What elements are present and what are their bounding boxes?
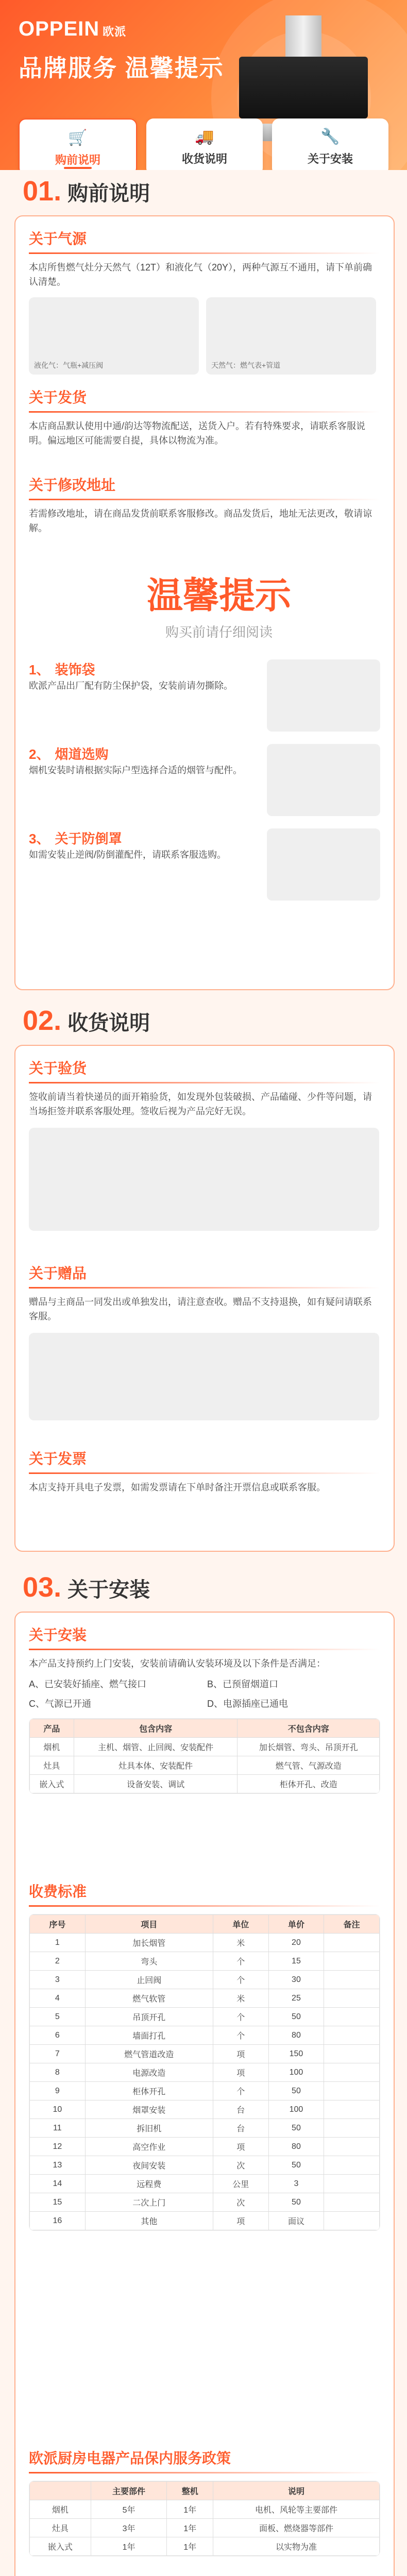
fee-standard	[29, 1880, 380, 2231]
table-cell: 燃气管道改造	[85, 2045, 213, 2063]
table-cell: 面议	[268, 2212, 324, 2230]
table-cell: 台	[213, 2100, 268, 2119]
tip-heading: 装饰袋	[55, 662, 95, 677]
section-card	[14, 215, 395, 990]
section-heading: 关于安装	[67, 1579, 150, 1601]
table-header: 单位	[213, 1915, 268, 1934]
title-underline	[29, 1905, 380, 1907]
image-label: 天然气：燃气表+管道	[211, 361, 281, 369]
table-cell	[324, 2026, 380, 2045]
tab-label: 收货说明	[181, 152, 227, 165]
table-cell: 灶具本体、安装配件	[74, 1756, 238, 1775]
tip-index: 1、	[29, 662, 50, 677]
table-cell: 50	[268, 2082, 324, 2100]
table-row	[30, 1756, 380, 1775]
tip-item	[29, 659, 380, 732]
tip-text	[29, 828, 258, 862]
table-cell	[324, 2063, 380, 2082]
subsection-inspection	[29, 1057, 380, 1231]
subsection-title	[29, 1262, 380, 1289]
tip-item	[29, 744, 380, 816]
gas-images	[29, 297, 380, 375]
table-cell: 加长烟管	[85, 1934, 213, 1952]
table-cell: 50	[268, 2156, 324, 2175]
tab-label: 关于安装	[307, 152, 353, 165]
table-header: 说明	[213, 2482, 379, 2500]
table-cell	[324, 2100, 380, 2119]
tip-index: 3、	[29, 831, 50, 846]
table-header: 包含内容	[74, 1719, 238, 1738]
table-cell: 3	[268, 2175, 324, 2193]
table-header: 单价	[268, 1915, 324, 1934]
section-heading: 购前说明	[67, 182, 150, 205]
table-cell	[324, 1952, 380, 1971]
subsection-title-text: 关于赠品	[29, 1265, 87, 1281]
title-underline	[29, 411, 380, 413]
table-cell	[324, 2082, 380, 2100]
tab-active-indicator	[64, 167, 92, 169]
subsection-text: 本店支持开具电子发票，如需发票请在下单时备注开票信息或联系客服。	[29, 1482, 326, 1493]
table-cell: 4	[30, 1989, 86, 2008]
table-cell: 20	[268, 1934, 324, 1952]
condition-item: A、已安装好插座、燃气接口	[29, 1679, 147, 1689]
notice-subtitle: 购买前请仔细阅读	[165, 624, 273, 640]
subsection-title-text: 关于验货	[29, 1060, 87, 1076]
table-cell	[324, 2119, 380, 2138]
table-row	[30, 2045, 380, 2063]
table-cell: 其他	[85, 2212, 213, 2230]
section-receipt	[0, 999, 407, 1566]
section-before-purchase	[0, 170, 407, 999]
table-row	[30, 2119, 380, 2138]
subsection-title	[29, 1448, 380, 1474]
subsection-text: 本店所售燃气灶分天然气（12T）和液化气（20Y），两种气源互不通用，请下单前确认清楚。	[29, 262, 372, 287]
table-cell: 远程费	[85, 2175, 213, 2193]
table-header: 产品	[30, 1719, 74, 1738]
subsection-invoice	[29, 1448, 380, 1495]
table-cell: 嵌入式	[30, 2537, 91, 2556]
title-underline	[29, 1472, 380, 1474]
subsection-title	[29, 386, 380, 413]
subsection-text: 签收前请当着快递员的面开箱验货，如发现外包装破损、产品磕碰、少件等问题，请当场拒签并联系客服处理。签收后视为产品完好无误。	[29, 1092, 372, 1116]
fee-table	[29, 1914, 380, 2231]
table-row	[30, 2138, 380, 2156]
table-cell: 柜体开孔	[85, 2082, 213, 2100]
tip-body: 烟机安装时请根据实际户型选择合适的烟管与配件。	[29, 765, 242, 775]
brand-name: OPPEIN	[19, 18, 100, 40]
title-underline	[29, 1082, 380, 1083]
table-cell: 电源改造	[85, 2063, 213, 2082]
tip-body: 欧派产品出厂配有防尘保护袋，安装前请勿撕除。	[29, 681, 233, 691]
table-cell: 夜间安装	[85, 2156, 213, 2175]
policy-table	[29, 2481, 380, 2556]
table-cell: 个	[213, 1952, 268, 1971]
table-cell	[324, 1934, 380, 1952]
subsection-title-text: 关于发货	[29, 389, 87, 405]
title-underline	[29, 2472, 380, 2473]
tab-receipt[interactable]	[146, 118, 263, 170]
notice-title	[15, 567, 407, 641]
table-row	[30, 1971, 380, 1989]
table-cell: 5年	[91, 2500, 167, 2519]
table-cell: 止回阀	[85, 1971, 213, 1989]
table-cell: 15	[268, 1952, 324, 1971]
table-row	[30, 1952, 380, 1971]
hero-headline: 品牌服务 温馨提示	[19, 55, 224, 81]
table-cell: 50	[268, 2119, 324, 2138]
wrench-icon: 🔧	[320, 128, 340, 145]
notice-text: 温馨提示	[147, 575, 291, 616]
table-row	[30, 2519, 380, 2537]
table-cell: 燃气软管	[85, 1989, 213, 2008]
tip-image	[267, 744, 380, 816]
subsection-text: 本店商品默认使用中通/韵达等物流配送，送货入户。若有特殊要求，请联系客服说明。偏远地区可能需要自提，具体以物流为准。	[29, 421, 365, 446]
table-row	[30, 1934, 380, 1952]
section-number: 01.	[23, 176, 62, 207]
title-underline	[29, 1287, 380, 1289]
hood-chimney	[285, 15, 321, 57]
table-cell: 烟机	[30, 2500, 91, 2519]
table-cell: 150	[268, 2045, 324, 2063]
table-cell: 米	[213, 1934, 268, 1952]
subsection-title-text: 关于修改地址	[29, 477, 116, 493]
section-title	[23, 1573, 150, 1606]
truck-icon: 🚚	[195, 128, 214, 145]
table-cell: 二次上门	[85, 2193, 213, 2212]
section-card	[14, 1612, 395, 2576]
table-row	[30, 2082, 380, 2100]
hero-banner	[0, 0, 407, 170]
table-header	[30, 2482, 91, 2500]
section-card	[14, 1045, 395, 1552]
table-cell	[324, 2008, 380, 2026]
table-row	[30, 2175, 380, 2193]
inspection-image	[29, 1128, 379, 1231]
table-row	[30, 2026, 380, 2045]
table-cell: 50	[268, 2193, 324, 2212]
section-number: 02.	[23, 1005, 62, 1036]
subsection-title-text: 收费标准	[29, 1884, 87, 1900]
section-title	[23, 177, 150, 210]
table-cell: 30	[268, 1971, 324, 1989]
table-cell: 高空作业	[85, 2138, 213, 2156]
table-header: 备注	[324, 1915, 380, 1934]
table-cell: 墙面打孔	[85, 2026, 213, 2045]
table-cell: 2	[30, 1952, 86, 1971]
subsection-install	[29, 1624, 380, 1794]
table-cell: 个	[213, 1971, 268, 1989]
table-row	[30, 2193, 380, 2212]
table-cell: 以实物为准	[213, 2537, 379, 2556]
subsection-title-text: 欧派厨房电器产品保内服务政策	[29, 2450, 231, 2466]
title-underline	[29, 252, 380, 254]
subsection-title	[29, 1624, 380, 1650]
table-cell	[324, 2175, 380, 2193]
condition-item: B、已预留烟道口	[207, 1679, 279, 1689]
table-cell	[324, 1989, 380, 2008]
table-row	[30, 2500, 380, 2519]
table-cell: 1年	[91, 2537, 167, 2556]
condition-item: D、电源插座已通电	[207, 1699, 288, 1709]
table-cell: 次	[213, 2193, 268, 2212]
table-cell: 15	[30, 2193, 86, 2212]
subsection-title	[29, 1880, 380, 1907]
table-cell: 16	[30, 2212, 86, 2230]
install-scope-table	[29, 1718, 380, 1794]
top-tabs	[19, 118, 388, 170]
table-cell: 3	[30, 1971, 86, 1989]
table-cell: 11	[30, 2119, 86, 2138]
subsection-title-text: 关于发票	[29, 1451, 87, 1467]
subsection-shipping	[29, 386, 380, 448]
table-cell: 项	[213, 2138, 268, 2156]
table-cell: 台	[213, 2119, 268, 2138]
brand-logo	[19, 18, 126, 41]
table-cell: 3年	[91, 2519, 167, 2537]
table-cell: 1	[30, 1934, 86, 1952]
table-cell: 米	[213, 1989, 268, 2008]
table-cell: 设备安装、调试	[74, 1775, 238, 1793]
table-cell: 项	[213, 2212, 268, 2230]
tip-item	[29, 828, 380, 901]
table-cell: 100	[268, 2063, 324, 2082]
table-cell: 弯头	[85, 1952, 213, 1971]
table-cell	[324, 2156, 380, 2175]
table-cell: 1年	[167, 2500, 213, 2519]
tip-heading: 烟道选购	[55, 747, 109, 762]
table-cell: 灶具	[30, 1756, 74, 1775]
subsection-gas	[29, 228, 380, 375]
table-header: 项目	[85, 1915, 213, 1934]
tip-heading-row	[29, 659, 258, 679]
table-cell: 12	[30, 2138, 86, 2156]
table-cell: 柜体开孔、改造	[238, 1775, 380, 1793]
table-cell: 100	[268, 2100, 324, 2119]
table-cell: 个	[213, 2082, 268, 2100]
table-cell: 13	[30, 2156, 86, 2175]
image-label: 液化气：气瓶+减压阀	[34, 361, 104, 369]
tip-body: 如需安装止逆阀/防倒灌配件，请联系客服选购。	[29, 850, 226, 860]
table-cell: 拆旧机	[85, 2119, 213, 2138]
table-cell: 1年	[167, 2519, 213, 2537]
tip-heading-row	[29, 828, 258, 848]
subsection-text: 赠品与主商品一同发出或单独发出，请注意查收。赠品不支持退换，如有疑问请联系客服。	[29, 1297, 372, 1321]
warranty-policy	[29, 2447, 380, 2556]
gift-image	[29, 1333, 379, 1420]
table-cell: 主机、烟管、止回阀、安装配件	[74, 1738, 238, 1756]
table-cell: 吊顶开孔	[85, 2008, 213, 2026]
tip-index: 2、	[29, 747, 50, 762]
tip-text	[29, 744, 258, 777]
subsection-gift	[29, 1262, 380, 1420]
table-row	[30, 2063, 380, 2082]
table-cell: 9	[30, 2082, 86, 2100]
table-cell: 加长烟管、弯头、吊顶开孔	[238, 1738, 380, 1756]
tip-image	[267, 828, 380, 901]
title-underline	[29, 499, 380, 500]
conditions	[29, 1677, 380, 1711]
table-header: 主要部件	[91, 2482, 167, 2500]
table-cell: 项	[213, 2045, 268, 2063]
section-installation	[0, 1566, 407, 2576]
table-header: 不包含内容	[238, 1719, 380, 1738]
table-cell: 烟机	[30, 1738, 74, 1756]
table-cell: 6	[30, 2026, 86, 2045]
table-cell: 50	[268, 2008, 324, 2026]
table-cell: 7	[30, 2045, 86, 2063]
table-cell	[324, 2212, 380, 2230]
table-cell	[324, 1971, 380, 1989]
table-cell: 10	[30, 2100, 86, 2119]
table-cell	[324, 2193, 380, 2212]
tab-before-purchase[interactable]	[19, 118, 137, 170]
lpg-image	[29, 297, 199, 375]
table-row	[30, 1738, 380, 1756]
table-cell: 8	[30, 2063, 86, 2082]
condition-item: C、气源已开通	[29, 1699, 91, 1709]
subsection-text: 本产品支持预约上门安装，安装前请确认安装环境及以下条件是否满足：	[29, 1658, 326, 1669]
brand-suffix: 欧派	[103, 25, 127, 38]
subsection-title-text: 关于安装	[29, 1627, 87, 1643]
table-header: 整机	[167, 2482, 213, 2500]
subsection-title	[29, 474, 380, 500]
table-cell	[324, 2138, 380, 2156]
table-row	[30, 2100, 380, 2119]
title-underline	[29, 1649, 380, 1650]
table-cell	[324, 2045, 380, 2063]
table-cell: 80	[268, 2138, 324, 2156]
table-row	[30, 1989, 380, 2008]
table-cell: 14	[30, 2175, 86, 2193]
table-cell: 25	[268, 1989, 324, 2008]
tip-text	[29, 659, 258, 693]
tip-image	[267, 659, 380, 732]
table-cell: 面板、燃烧器等部件	[213, 2519, 379, 2537]
table-cell: 电机、风轮等主要部件	[213, 2500, 379, 2519]
section-heading: 收货说明	[67, 1012, 150, 1035]
tab-label: 购前说明	[55, 154, 100, 166]
tips-list	[29, 659, 380, 901]
table-cell: 嵌入式	[30, 1775, 74, 1793]
subsection-title-text: 关于气源	[29, 231, 87, 247]
cart-icon: 🛒	[68, 129, 88, 146]
subsection-title	[29, 2447, 380, 2473]
table-header: 序号	[30, 1915, 86, 1934]
table-cell: 烟罩安装	[85, 2100, 213, 2119]
tip-heading-row	[29, 744, 258, 763]
table-row	[30, 2212, 380, 2230]
table-cell: 个	[213, 2008, 268, 2026]
table-cell: 1年	[167, 2537, 213, 2556]
natural-gas-image	[206, 297, 376, 375]
subsection-text: 若需修改地址，请在商品发货前联系客服修改。商品发货后，地址无法更改，敬请谅解。	[29, 509, 372, 533]
table-cell: 个	[213, 2026, 268, 2045]
subsection-title	[29, 1057, 380, 1083]
table-cell: 灶具	[30, 2519, 91, 2537]
table-cell: 次	[213, 2156, 268, 2175]
table-row	[30, 2156, 380, 2175]
table-cell: 5	[30, 2008, 86, 2026]
tip-heading: 关于防倒罩	[55, 831, 122, 846]
table-cell: 项	[213, 2063, 268, 2082]
subsection-title	[29, 228, 380, 254]
section-title	[23, 1007, 150, 1040]
subsection-address	[29, 474, 380, 535]
section-number: 03.	[23, 1572, 62, 1603]
table-row	[30, 1775, 380, 1793]
table-cell: 80	[268, 2026, 324, 2045]
table-cell: 公里	[213, 2175, 268, 2193]
table-cell: 燃气管、气源改造	[238, 1756, 380, 1775]
table-row	[30, 2008, 380, 2026]
table-row	[30, 2537, 380, 2556]
tab-installation[interactable]	[272, 118, 388, 170]
hood-body	[239, 57, 368, 118]
